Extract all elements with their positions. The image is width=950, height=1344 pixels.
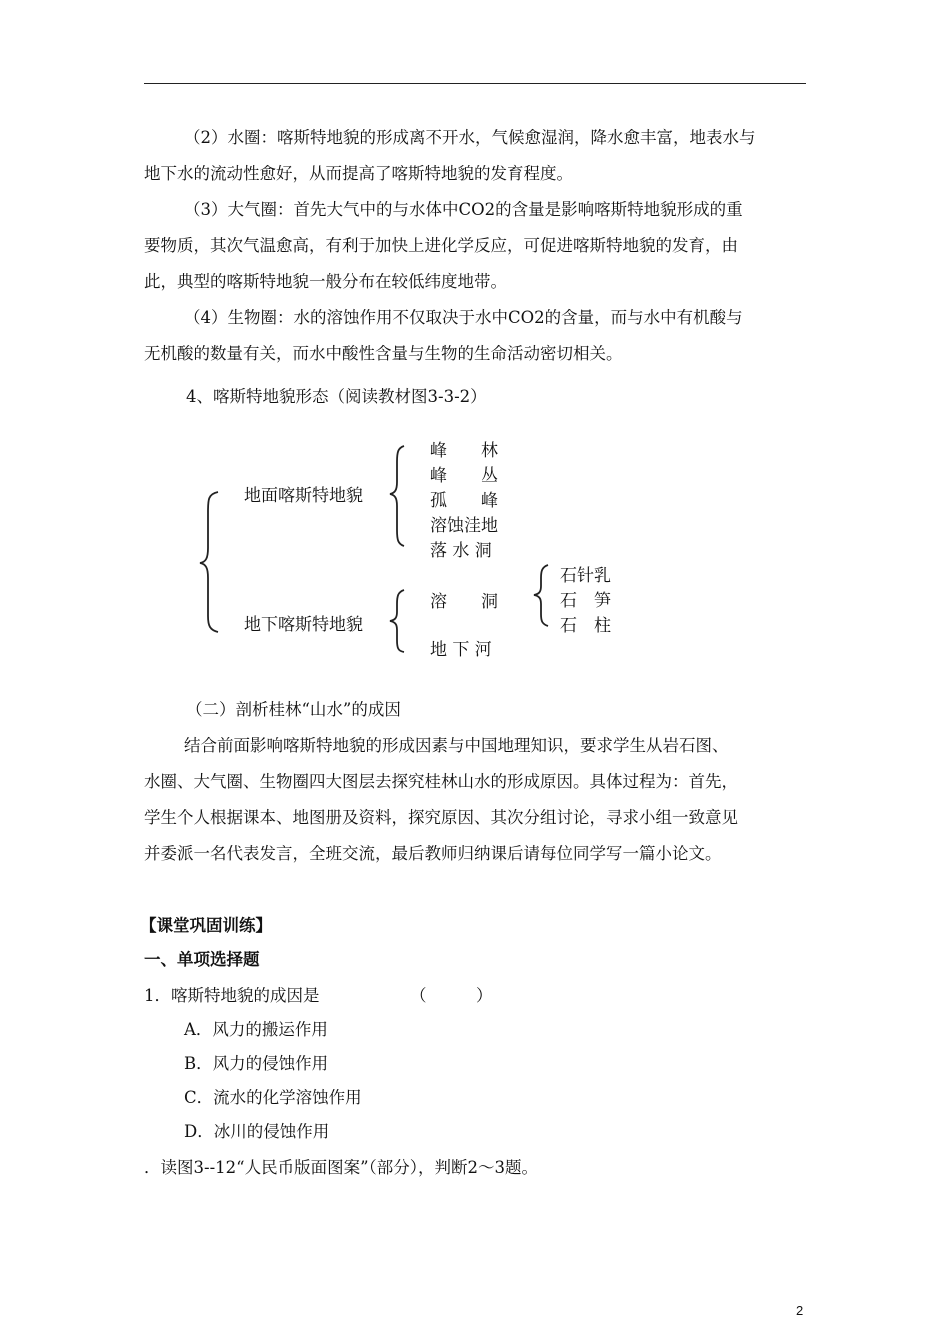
guilin-line-4: 并委派一名代表发言，全班交流，最后教师归纳课后请每位同学写一篇小论文。 (144, 844, 722, 863)
question-1-option-a[interactable]: A．风力的搬运作用 (184, 1020, 328, 1039)
main-brace (200, 492, 218, 632)
question-1-stem: 1．喀斯特地貌的成因是 (144, 986, 320, 1005)
question-1-option-b[interactable]: B．风力的侵蚀作用 (184, 1054, 329, 1073)
atmosphere-line-1: （3）大气圈：首先大气中的与水体中CO2的含量是影响喀斯特地貌形成的重 (184, 200, 743, 219)
underground-item-cave: 溶 洞 (430, 592, 498, 612)
guilin-line-1: 结合前面影响喀斯特地貌的形成因素与中国地理知识，要求学生从岩石图、 (184, 736, 729, 755)
underground-karst-label: 地下喀斯特地貌 (244, 615, 363, 635)
paragraph-atmosphere (144, 192, 808, 300)
question-2-intro: ．读图3--12“人民币版面图案”（部分），判断2～3题。 (144, 1158, 539, 1177)
surface-item-peak-cluster: 峰 丛 (430, 466, 498, 486)
paragraph-hydrosphere (144, 120, 808, 192)
question-1-option-c[interactable]: C．流水的化学溶蚀作用 (184, 1088, 362, 1107)
cave-item-stalactite: 石针乳 (560, 566, 611, 586)
cave-item-column: 石 柱 (560, 616, 611, 636)
header-rule (144, 83, 806, 84)
section-karst-forms: 4、喀斯特地貌形态（阅读教材图3-3-2） (186, 387, 487, 406)
surface-item-isolated-peak: 孤 峰 (430, 491, 498, 511)
atmosphere-line-3: 此，典型的喀斯特地貌一般分布在较低纬度地带。 (144, 272, 507, 291)
atmosphere-line-2: 要物质，其次气温愈高，有利于加快上进化学反应，可促进喀斯特地貌的发育，由 (144, 236, 738, 255)
cave-item-stalagmite: 石 笋 (560, 591, 611, 611)
guilin-line-2: 水圈、大气圈、生物圈四大图层去探究桂林山水的形成原因。具体过程为：首先， (144, 772, 738, 791)
paragraph-guilin-process (144, 728, 808, 872)
single-choice-heading: 一、单项选择题 (144, 950, 260, 969)
underground-item-river: 地 下 河 (430, 640, 492, 660)
exercise-heading: 【课堂巩固训练】 (140, 916, 272, 935)
biosphere-line-1: （4）生物圈：水的溶蚀作用不仅取决于水中CO2的含量，而与水中有机酸与 (184, 308, 743, 327)
surface-item-doline: 溶蚀洼地 (430, 516, 498, 536)
question-1-option-d[interactable]: D．冰川的侵蚀作用 (184, 1122, 330, 1141)
page-number: 2 (796, 1303, 804, 1318)
cave-brace (534, 565, 548, 626)
surface-item-sinkhole: 落 水 洞 (430, 541, 492, 561)
paragraph-biosphere (144, 300, 808, 372)
hydrosphere-line-2: 地下水的流动性愈好，从而提高了喀斯特地貌的发育程度。 (144, 164, 573, 183)
guilin-line-3: 学生个人根据课本、地图册及资料，探究原因、其次分组讨论，寻求小组一致意见 (144, 808, 738, 827)
underground-brace (390, 590, 404, 652)
section-guilin-analysis: （二）剖析桂林“山水”的成因 (186, 700, 401, 719)
question-1-answer-bracket: （ ） (410, 986, 493, 1005)
hydrosphere-line-1: （2）水圈：喀斯特地貌的形成离不开水，气候愈湿润，降水愈丰富，地表水与 (184, 128, 756, 147)
biosphere-line-2: 无机酸的数量有关，而水中酸性含量与生物的生命活动密切相关。 (144, 344, 623, 363)
surface-item-peak-forest: 峰 林 (430, 441, 498, 461)
surface-brace (390, 446, 404, 546)
surface-karst-label: 地面喀斯特地貌 (244, 486, 363, 506)
